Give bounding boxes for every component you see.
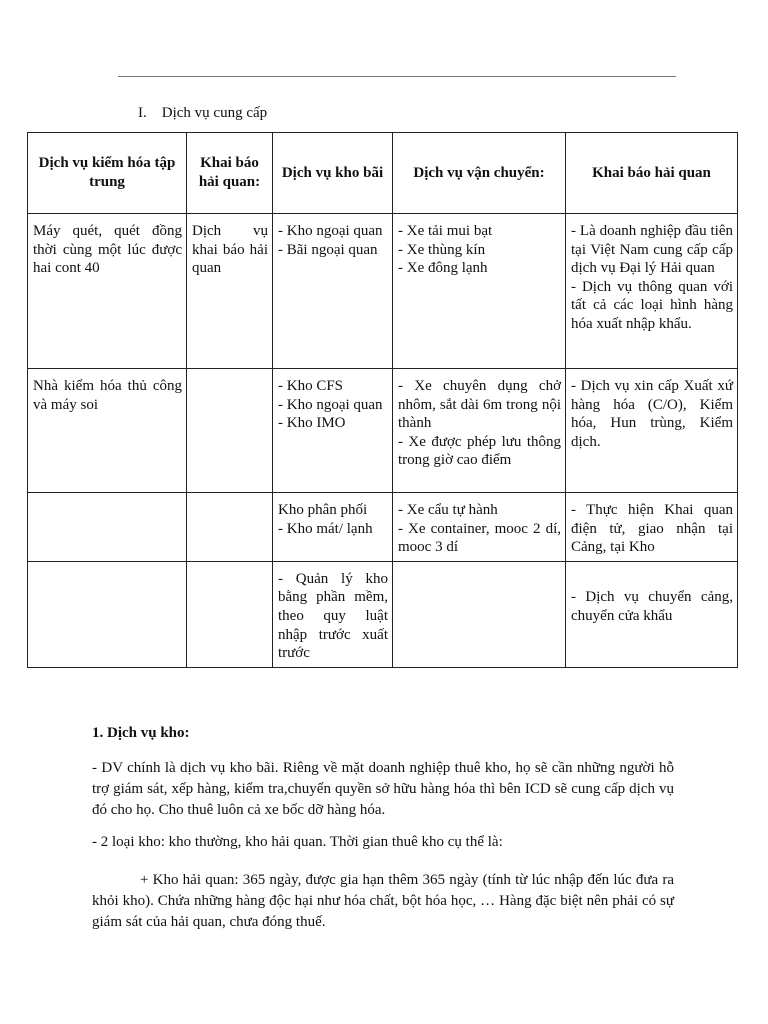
cell-line: - Xe chuyên dụng chở nhôm, sắt dài 6m trong nội thành [398, 378, 561, 432]
table-cell [393, 369, 566, 493]
section-title [138, 104, 267, 123]
table-cell [273, 214, 393, 369]
cell-line: - Xe đông lạnh [398, 260, 488, 277]
table-row [28, 561, 738, 667]
header-cell: Dịch vụ kiểm hóa tập trung [28, 133, 187, 214]
cell-line: - Dịch vụ xin cấp Xuất xứ hàng hóa (C/O), Kiểm hóa, Hun trùng, Kiểm dịch. [571, 378, 733, 450]
cell-line: - Dịch vụ thông quan với tất cả các loại hình hàng hóa xuất nhập khẩu. [571, 278, 733, 332]
header-cell: Dịch vụ vận chuyển: [393, 133, 566, 214]
section-number: I. [138, 105, 147, 121]
table-row [28, 493, 738, 562]
table-header-row [28, 133, 738, 214]
table-cell [566, 214, 738, 369]
table-cell [566, 369, 738, 493]
table-cell [393, 561, 566, 667]
cell-line: - Bãi ngoại quan [278, 241, 378, 258]
header-cell: Dịch vụ kho bãi [273, 133, 393, 214]
paragraph: - DV chính là dịch vụ kho bãi. Riêng về mặt doanh nghiệp thuê kho, họ sẽ cần những người hỗ trợ giám sát, xếp hàng, kiểm tra,chuyển quyền sở hữu hàng hóa thì bên ICD sẽ cung cấp dịch vụ đó cho họ. Cho thuê luôn cả xe bốc dỡ hàng hóa. [92, 760, 674, 818]
cell-line: - Kho CFS [278, 378, 344, 394]
header-cell: Khai báo hải quan: [187, 133, 273, 214]
cell-line: - Kho IMO [278, 415, 346, 432]
paragraph: - 2 loại kho: kho thường, kho hải quan. Thời gian thuê kho cụ thể là: [92, 834, 503, 850]
table-cell [28, 493, 187, 562]
table-row [28, 214, 738, 369]
cell-line: - Xe cẩu tự hành [398, 502, 498, 518]
cell-line: - Xe tải mui bạt [398, 223, 493, 239]
paragraph: + Kho hải quan: 365 ngày, được gia hạn thêm 365 ngày (tính từ lúc nhập đến lúc đưa ra khỏi kho). Chứa những hàng độc hại như hóa chất, bột hóa học, … Hàng đặc biệt nên phải có sự giám sát của hải quan, chưa đóng thuế. [92, 872, 674, 930]
table-cell [566, 493, 738, 562]
table-cell [28, 561, 187, 667]
table-row [28, 369, 738, 493]
header-rule [118, 76, 676, 77]
table-cell [273, 561, 393, 667]
section-heading-warehouse: 1. Dịch vụ kho: [92, 725, 190, 741]
cell-line: Dịch vụ khai báo hải quan [192, 223, 268, 277]
table-cell [393, 493, 566, 562]
cell-line: - Thực hiện Khai quan điện tử, giao nhận tại Cảng, tại Kho [571, 502, 733, 556]
cell-line: - Xe được phép lưu thông trong giờ cao điểm [398, 433, 561, 469]
table-cell [187, 214, 273, 369]
table-cell [187, 493, 273, 562]
cell-line: Kho phân phối [278, 502, 368, 518]
cell-line: Máy quét, quét đồng thời cùng một lúc được hai cont 40 [33, 223, 182, 277]
header-cell: Khai báo hải quan [566, 133, 738, 214]
cell-line: - Kho ngoại quan [278, 396, 383, 413]
table-cell [273, 493, 393, 562]
cell-line: - Xe thùng kín [398, 241, 486, 258]
cell-line: Nhà kiểm hóa thủ công và máy soi [33, 378, 182, 413]
cell-line [571, 570, 733, 589]
cell-line: - Xe container, mooc 2 dí, mooc 3 dí [398, 520, 561, 556]
table-cell [393, 214, 566, 369]
section-title-text: Dịch vụ cung cấp [161, 105, 268, 121]
table-cell [273, 369, 393, 493]
table-cell [187, 561, 273, 667]
cell-line: - Kho mát/ lạnh [278, 520, 373, 537]
table-cell [566, 561, 738, 667]
table-cell [187, 369, 273, 493]
table-cell [28, 214, 187, 369]
cell-line: - Quản lý kho bằng phần mềm, theo quy luật nhập trước xuất trước [278, 570, 388, 662]
cell-line: - Kho ngoại quan [278, 223, 383, 239]
cell-line: - Là doanh nghiệp đầu tiên tại Việt Nam cung cấp cấp dịch vụ Đại lý Hải quan [571, 223, 733, 277]
table-cell [28, 369, 187, 493]
services-table [27, 132, 738, 668]
cell-line: - Dịch vụ chuyển cảng, chuyển cửa khẩu [571, 589, 733, 624]
